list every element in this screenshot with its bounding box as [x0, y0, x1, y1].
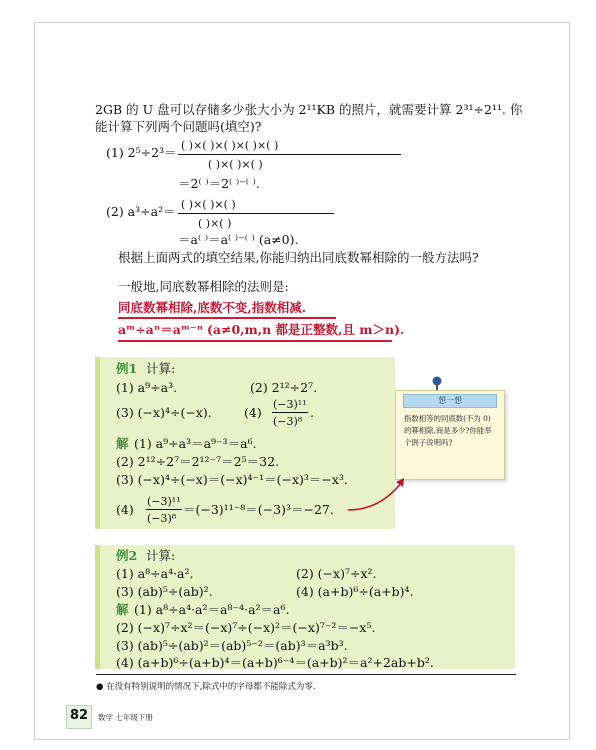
footnote-text: 在没有特别说明的情况下,除式中的字母都不能除式为零.: [106, 682, 316, 692]
example1-item-4-label: (4): [244, 405, 262, 420]
problem1-denominator: ( )×( )×( ): [208, 158, 263, 171]
rule-condition: (a≠0,m,n 都是正整数,且 m＞n).: [207, 322, 405, 337]
example1-instruction: 计算:: [146, 361, 176, 376]
example1-item-4-denominator: (−3)⁸: [273, 415, 303, 428]
example2-solution-4: (4) (a+b)⁶÷(a+b)⁴＝(a+b)⁶⁻⁴＝(a+b)²＝a²+2ab+b².: [116, 655, 434, 670]
example1-item-2: (2) 2¹²÷2⁷.: [250, 380, 318, 395]
problem1-result: ＝2⁽ ⁾＝2⁽ ⁾⁻⁽ ⁾.: [178, 176, 260, 191]
generalize-question: 根据上面两式的填空结果,你能归纳出同底数幂相除的一般方法吗?: [118, 250, 479, 265]
example1-solution-label: 解: [116, 436, 129, 451]
problem2-numerator: ( )×( )×( ): [181, 198, 236, 211]
problem2-fraction-bar: [178, 213, 334, 214]
rule-intro: 一般地,同底数幂相除的法则是:: [118, 279, 289, 294]
example1-panel-edge: [95, 357, 100, 529]
example1-label: 例1: [116, 361, 138, 376]
example1-item-4-tail: .: [310, 405, 314, 420]
example1-item-1: (1) a⁹÷a³.: [116, 380, 178, 395]
intro-line-1: 2GB 的 U 盘可以存储多少张大小为 2¹¹KB 的照片，就需要计算 2³¹÷2¹¹. 你: [95, 102, 523, 117]
example1-item-4-bar: [272, 412, 308, 413]
example1-solution-4-tail: ＝(−3)¹¹⁻⁸＝(−3)³＝−27.: [183, 502, 334, 517]
example2-panel-edge: [95, 545, 100, 669]
example2-item-2: (2) (−x)⁷÷x².: [296, 566, 377, 581]
example1-item-4-numerator: (−3)¹¹: [273, 398, 307, 411]
curved-arrow-icon: [346, 470, 410, 514]
rule-formula-underline: [118, 340, 392, 342]
page-number: 82: [70, 708, 89, 723]
problem1-fraction-bar: [178, 154, 401, 155]
footnote-rule: [96, 674, 516, 675]
problem2-result: ＝a⁽ ⁾＝a⁽ ⁾⁻⁽ ⁾ (a≠0).: [178, 232, 299, 247]
example2-solution-label: 解: [116, 602, 129, 617]
example2-item-4: (4) (a+b)⁶÷(a+b)⁴.: [296, 584, 414, 599]
example2-instruction: 计算:: [146, 548, 176, 563]
problem1-label: (1) 2⁵÷2³＝: [106, 145, 177, 160]
example1-solution-4-label: (4): [116, 502, 134, 517]
problem1-numerator: ( )×( )×( )×( )×( ): [181, 139, 279, 152]
rule-formula: aᵐ÷aⁿ＝aᵐ⁻ⁿ: [118, 322, 204, 337]
problem2-label: (2) a³÷a²＝: [106, 204, 176, 219]
example1-solution-4-bar: [146, 509, 182, 510]
think-note: [395, 390, 505, 480]
example1-solution-2: (2) 2¹²÷2⁷＝2¹²⁻⁷＝2⁵＝32.: [116, 454, 280, 469]
intro-line-2: 能计算下列两个问题吗(填空)?: [95, 119, 262, 134]
example1-solution-4-numerator: (−3)¹¹: [147, 495, 181, 508]
footnote: ● 在没有特别说明的情况下,除式中的字母都不能除式为零.: [96, 682, 316, 692]
example2-label: 例2: [116, 548, 138, 563]
example2-solution-2: (2) (−x)⁷÷x²＝(−x)⁷÷(−x)²＝(−x)⁷⁻²＝−x⁵.: [116, 620, 376, 635]
example2-solution-1: (1) a⁸÷a⁴·a²＝a⁸⁻⁴·a²＝a⁶.: [134, 602, 290, 617]
example2-item-3: (3) (ab)⁵÷(ab)².: [116, 584, 213, 599]
example1-solution-1: (1) a⁹÷a³＝a⁹⁻³＝a⁶.: [134, 436, 257, 451]
book-title: 数学 七年级下册: [98, 713, 153, 722]
example2-item-1: (1) a⁸÷a⁴·a².: [116, 566, 194, 581]
problem2-denominator: ( )×( ): [198, 217, 232, 230]
think-note-text: 指数相等的同底数(不为 0)的幂相除,商是多少?你能举个例子说明吗?: [404, 414, 492, 447]
example1-item-3: (3) (−x)⁴÷(−x).: [116, 405, 212, 420]
example1-solution-4-denominator: (−3)⁸: [147, 512, 177, 525]
example1-solution-3: (3) (−x)⁴÷(−x)＝(−x)⁴⁻¹＝(−x)³＝−x³.: [116, 472, 348, 487]
think-note-title: 想一想: [403, 394, 497, 408]
rule-underline: [118, 317, 336, 319]
example2-solution-3: (3) (ab)⁵÷(ab)²＝(ab)⁵⁻²＝(ab)³＝a³b³.: [116, 638, 348, 653]
rule-statement: 同底数幂相除,底数不变,指数相减.: [118, 300, 307, 315]
